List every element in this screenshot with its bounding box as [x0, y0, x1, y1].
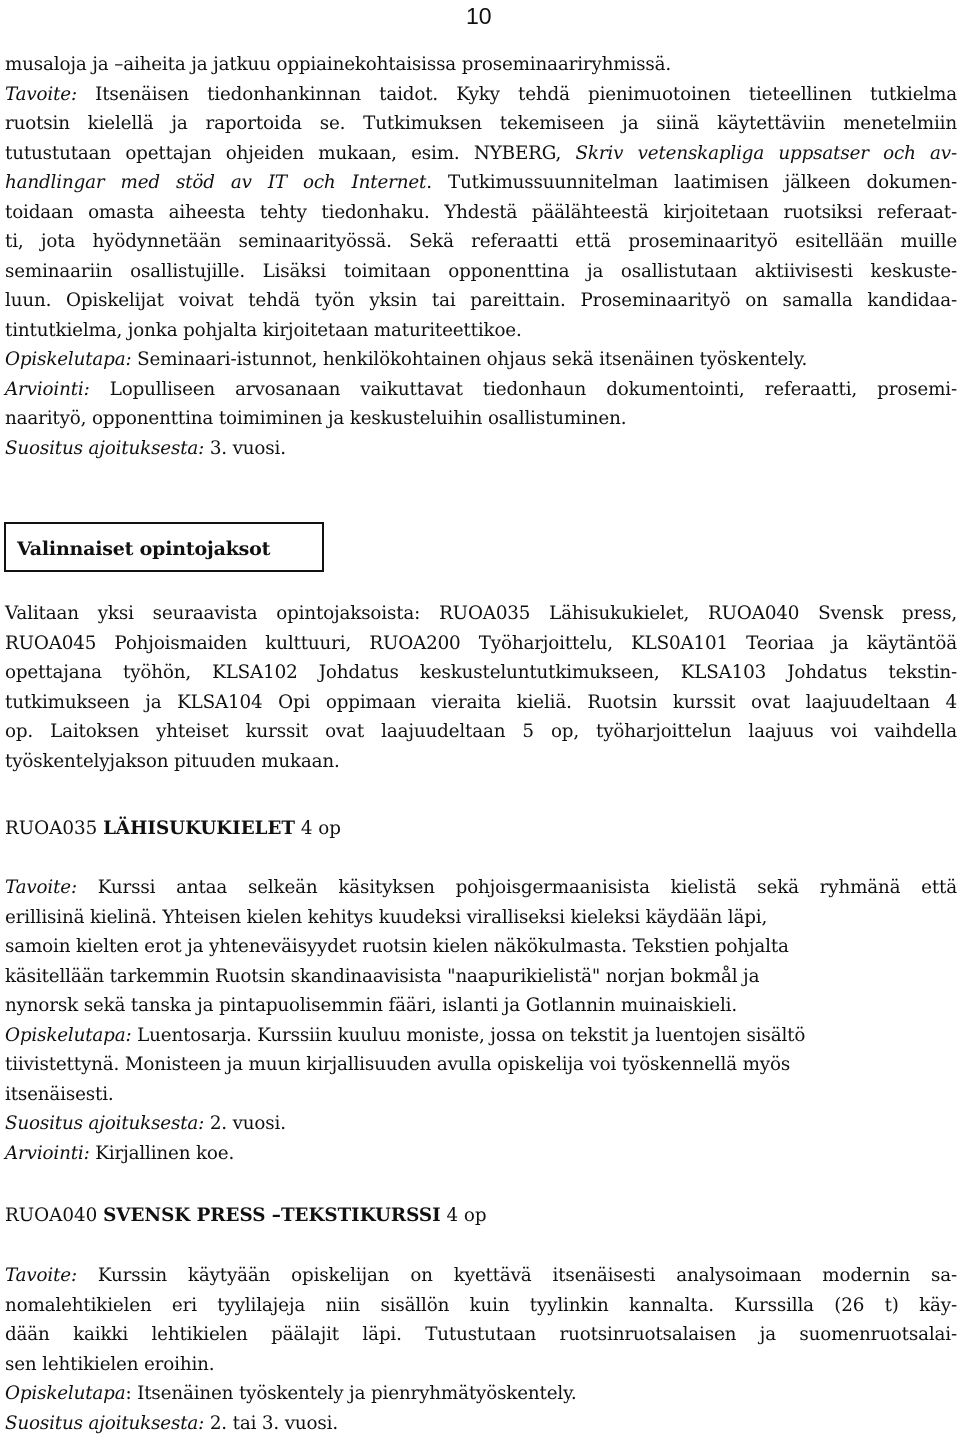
intro-line-10: tintutkielma, jonka pohjalta kirjoitetaan maturiteettikoe. [5, 316, 957, 346]
intro-line-4-text: tutustutaan opettajan ohjeiden mukaan, esim. NYBERG, [5, 143, 576, 164]
study-method-text: Luentosarja. Kurssiin kuuluu moniste, jossa on tekstit ja luentojen sisältö [132, 1025, 806, 1046]
course-heading [5, 1201, 957, 1231]
intro-line-2 [5, 80, 957, 110]
intro-line-1: musaloja ja –aiheita ja jatkuu oppiainekohtaisissa proseminaariryhmissä. [5, 50, 957, 80]
goal-label: Tavoite: [5, 1265, 77, 1286]
section-heading-box [4, 522, 324, 572]
intro-line-12 [5, 375, 957, 405]
course2-line-6 [5, 1409, 957, 1438]
assessment-text: Kirjallinen koe. [90, 1143, 235, 1164]
intro-line-8: seminaariin osallistujille. Lisäksi toimitaan opponenttina ja osallistutaan aktiivisesti keskuste- [5, 257, 957, 287]
course1-line-4: käsitellään tarkemmin Ruotsin skandinaavisista "naapurikielistä" norjan bokmål ja [5, 962, 957, 992]
book-title-part2: handlingar med stöd av IT och Internet [5, 172, 426, 193]
assessment-label: Arviointi: [5, 1143, 90, 1164]
intro-line-13: naarityö, opponenttina toimiminen ja keskusteluihin osallistuminen. [5, 404, 957, 434]
timing-text: 3. vuosi. [204, 438, 286, 459]
course-credits: 4 op [441, 1205, 487, 1226]
course2-line-4: sen lehtikielen eroihin. [5, 1350, 957, 1380]
timing-label: Suositus ajoituksesta: [5, 1413, 204, 1434]
study-method-label: Opiskelutapa: [5, 349, 132, 370]
course-code: RUOA035 [5, 818, 103, 839]
course2-line-5 [5, 1379, 957, 1409]
intro-section [5, 50, 957, 463]
intro-line-5 [5, 168, 957, 198]
course1-line-9 [5, 1109, 957, 1139]
goal-label: Tavoite: [5, 84, 77, 105]
intro-line-7: ti, jota hyödynnetään seminaarityössä. Sekä referaatti että proseminaarityö esitellään muille [5, 227, 957, 257]
book-title-part1: Skriv vetenskapliga uppsatser och av- [576, 143, 957, 164]
selection-line-1: Valitaan yksi seuraavista opintojaksoista: RUOA035 Lähisukukielet, RUOA040 Svensk press, [5, 599, 957, 629]
course-code: RUOA040 [5, 1205, 103, 1226]
course-name: LÄHISUKUKIELET [103, 818, 295, 839]
study-method-label: Opiskelutapa: [5, 1025, 132, 1046]
timing-text: 2. tai 3. vuosi. [204, 1413, 338, 1434]
course1-line-8: itsenäisesti. [5, 1080, 957, 1110]
timing-text: 2. vuosi. [204, 1113, 286, 1134]
course1-line-2: erillisinä kielinä. Yhteisen kielen kehitys kuudeksi viralliseksi kieleksi käydään läpi, [5, 903, 957, 933]
course1-line-3: samoin kielten erot ja yhteneväisyydet ruotsin kielen näkökulmasta. Tekstien pohjalta [5, 932, 957, 962]
course-credits: 4 op [295, 818, 341, 839]
goal-text: Kurssi antaa selkeän käsityksen pohjoisgermaanisista kielistä sekä ryhmänä että [77, 877, 957, 898]
selection-line-6: työskentelyjakson pituuden mukaan. [5, 747, 957, 777]
intro-line-6: toidaan omasta aiheesta tehty tiedonhaku. Yhdestä päälähteestä kirjoitetaan ruotsiksi referaat- [5, 198, 957, 228]
course-ruoa035 [5, 814, 957, 844]
course1-line-1 [5, 873, 957, 903]
intro-line-14 [5, 434, 957, 464]
goal-text: Itsenäisen tiedonhankinnan taidot. Kyky tehdä pienimuotoinen tieteellinen tutkielma [77, 84, 957, 105]
goal-label: Tavoite: [5, 877, 77, 898]
section-title: Valinnaiset opintojaksot [17, 538, 270, 560]
intro-line-3: ruotsin kielellä ja raportoida se. Tutkimuksen tekemiseen ja siinä käytettäviin menetelmiin [5, 109, 957, 139]
intro-line-11 [5, 345, 957, 375]
course1-line-5: nynorsk sekä tanska ja pintapuolisemmin fääri, islanti ja Gotlannin muinaiskieli. [5, 991, 957, 1021]
course-ruoa035-body [5, 873, 957, 1168]
selection-paragraph [5, 599, 957, 776]
page-number: 10 [466, 3, 492, 30]
course2-line-3: dään kaikki lehtikielen päälajit läpi. Tutustutaan ruotsinruotsalaisen ja suomenruotsalai- [5, 1320, 957, 1350]
intro-line-5-text: . Tutkimussuunnitelman laatimisen jälkeen dokumen- [426, 172, 957, 193]
study-method-text: : Itsenäinen työskentely ja pienryhmätyöskentely. [125, 1383, 576, 1404]
course2-line-1 [5, 1261, 957, 1291]
course-name: SVENSK PRESS –TEKSTIKURSSI [103, 1205, 441, 1226]
selection-line-4: tutkimukseen ja KLSA104 Opi oppimaan vieraita kieliä. Ruotsin kurssit ovat laajuudeltaan 4 [5, 688, 957, 718]
goal-text: Kurssin käytyään opiskelijan on kyettävä itsenäisesti analysoimaan modernin sa- [77, 1265, 957, 1286]
study-method-label: Opiskelutapa [5, 1383, 125, 1404]
selection-line-3: opettajana työhön, KLSA102 Johdatus keskusteluntutkimukseen, KLSA103 Johdatus tekstin- [5, 658, 957, 688]
assessment-label: Arviointi: [5, 379, 90, 400]
selection-line-2: RUOA045 Pohjoismaiden kulttuuri, RUOA200 Työharjoittelu, KLS0A101 Teoriaa ja käytäntöä [5, 629, 957, 659]
course-ruoa040-body [5, 1261, 957, 1438]
course-ruoa040 [5, 1201, 957, 1231]
study-method-text: Seminaari-istunnot, henkilökohtainen ohjaus sekä itsenäinen työskentely. [132, 349, 808, 370]
course1-line-7: tiivistettynä. Monisteen ja muun kirjallisuuden avulla opiskelija voi työskennellä myös [5, 1050, 957, 1080]
selection-line-5: op. Laitoksen yhteiset kurssit ovat laajuudeltaan 5 op, työharjoittelun laajuus voi vaihdella [5, 717, 957, 747]
timing-label: Suositus ajoituksesta: [5, 1113, 204, 1134]
assessment-text: Lopulliseen arvosanaan vaikuttavat tiedonhaun dokumentointi, referaatti, prosemi- [90, 379, 957, 400]
course2-line-2: nomalehtikielen eri tyylilajeja niin sisällön kuin tyylinkin kannalta. Kurssilla (26 t) käy- [5, 1291, 957, 1321]
intro-line-9: luun. Opiskelijat voivat tehdä työn yksin tai pareittain. Proseminaarityö on samalla kandidaa- [5, 286, 957, 316]
course1-line-6 [5, 1021, 957, 1051]
course1-line-10 [5, 1139, 957, 1169]
timing-label: Suositus ajoituksesta: [5, 438, 204, 459]
course-heading [5, 814, 957, 844]
intro-line-4 [5, 139, 957, 169]
